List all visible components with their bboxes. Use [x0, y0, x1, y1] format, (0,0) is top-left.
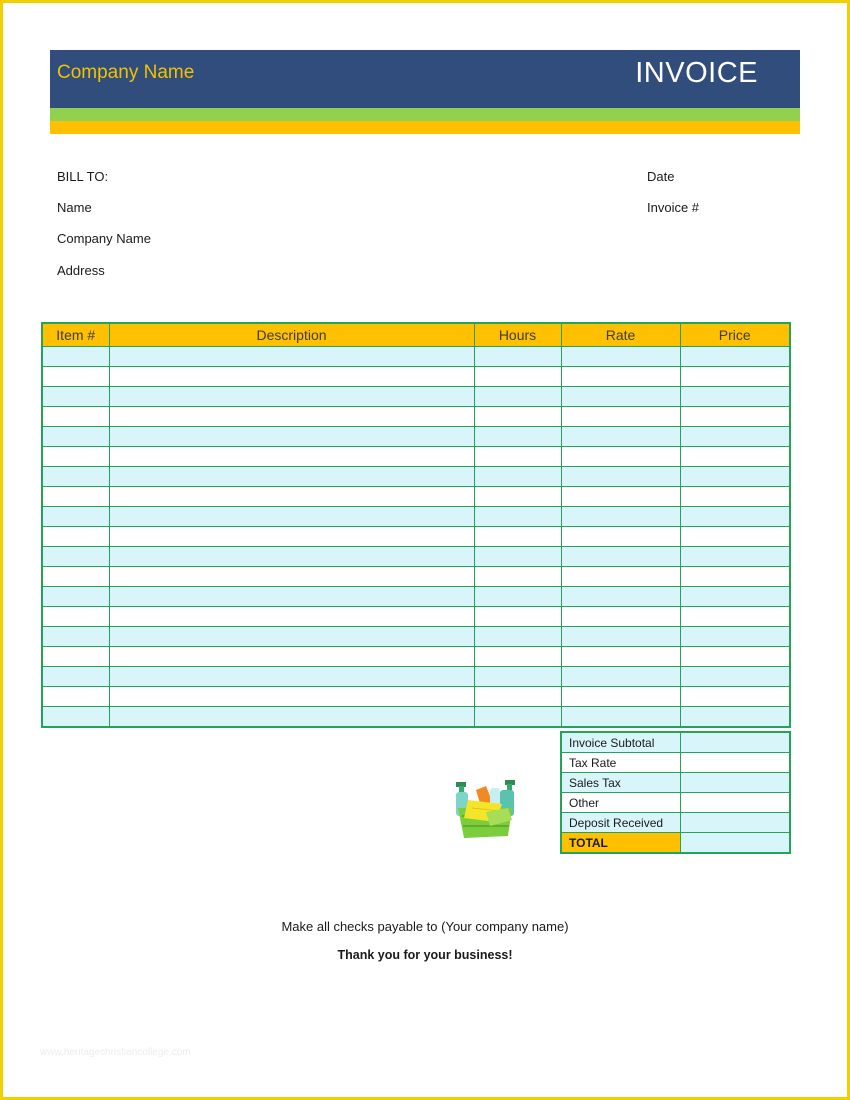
- item-cell[interactable]: [42, 407, 109, 427]
- invoice-number-label: Invoice #: [647, 200, 700, 215]
- item-cell[interactable]: [42, 627, 109, 647]
- item-cell[interactable]: [42, 687, 109, 707]
- description-cell[interactable]: [109, 387, 474, 407]
- totals-row: [561, 773, 790, 793]
- price-cell[interactable]: [680, 367, 790, 387]
- table-row: [42, 707, 790, 728]
- item-cell[interactable]: [42, 707, 109, 728]
- item-cell[interactable]: [42, 607, 109, 627]
- item-cell[interactable]: [42, 647, 109, 667]
- bill-to-label: BILL TO:: [57, 169, 109, 184]
- column-header-hours: Hours: [474, 323, 561, 347]
- column-header-item: Item #: [42, 323, 109, 347]
- invoice-header: [50, 50, 800, 108]
- table-row: [42, 447, 790, 467]
- description-cell[interactable]: [109, 667, 474, 687]
- price-cell[interactable]: [680, 527, 790, 547]
- hours-cell[interactable]: [474, 447, 561, 467]
- hours-cell[interactable]: [474, 487, 561, 507]
- other-value[interactable]: [680, 793, 790, 813]
- rate-cell[interactable]: [561, 427, 680, 447]
- description-cell[interactable]: [109, 427, 474, 447]
- item-cell[interactable]: [42, 587, 109, 607]
- column-header-rate: Rate: [561, 323, 680, 347]
- hours-cell[interactable]: [474, 527, 561, 547]
- item-cell[interactable]: [42, 467, 109, 487]
- column-header-price: Price: [680, 323, 790, 347]
- price-cell[interactable]: [680, 707, 790, 728]
- description-cell[interactable]: [109, 587, 474, 607]
- hours-cell[interactable]: [474, 707, 561, 728]
- table-header-row: [42, 323, 790, 347]
- item-cell[interactable]: [42, 427, 109, 447]
- rate-cell[interactable]: [561, 587, 680, 607]
- bill-to-address[interactable]: Address: [57, 263, 105, 278]
- description-cell[interactable]: [109, 407, 474, 427]
- table-row: [42, 567, 790, 587]
- price-cell[interactable]: [680, 487, 790, 507]
- description-cell[interactable]: [109, 547, 474, 567]
- total-value[interactable]: [680, 833, 790, 854]
- description-cell[interactable]: [109, 507, 474, 527]
- table-row: [42, 427, 790, 447]
- description-cell[interactable]: [109, 627, 474, 647]
- description-cell[interactable]: [109, 647, 474, 667]
- item-cell[interactable]: [42, 347, 109, 367]
- table-row: [42, 587, 790, 607]
- other-label: Other: [561, 793, 680, 813]
- bill-to-company[interactable]: Company Name: [57, 231, 151, 246]
- item-cell[interactable]: [42, 387, 109, 407]
- price-cell[interactable]: [680, 687, 790, 707]
- hours-cell[interactable]: [474, 627, 561, 647]
- hours-cell[interactable]: [474, 607, 561, 627]
- price-cell[interactable]: [680, 587, 790, 607]
- total-label: TOTAL: [561, 833, 680, 854]
- company-name-title: Company Name: [57, 62, 195, 83]
- subtotal-label: Invoice Subtotal: [561, 732, 680, 753]
- price-cell[interactable]: [680, 347, 790, 367]
- deposit-received-label: Deposit Received: [561, 813, 680, 833]
- price-cell[interactable]: [680, 447, 790, 467]
- description-cell[interactable]: [109, 607, 474, 627]
- hours-cell[interactable]: [474, 347, 561, 367]
- price-cell[interactable]: [680, 627, 790, 647]
- date-label: Date: [647, 169, 675, 184]
- thank-you-note: Thank you for your business!: [337, 948, 513, 962]
- rate-cell[interactable]: [561, 667, 680, 687]
- rate-cell[interactable]: [561, 607, 680, 627]
- deposit-received-value[interactable]: [680, 813, 790, 833]
- table-row: [42, 667, 790, 687]
- rate-cell[interactable]: [561, 687, 680, 707]
- price-cell[interactable]: [680, 387, 790, 407]
- subtotal-value[interactable]: [680, 732, 790, 753]
- rate-cell[interactable]: [561, 507, 680, 527]
- table-row: [42, 487, 790, 507]
- line-items-body: [42, 347, 790, 728]
- invoice-title: INVOICE: [635, 57, 758, 89]
- table-row: [42, 627, 790, 647]
- description-cell[interactable]: [109, 487, 474, 507]
- price-cell[interactable]: [680, 647, 790, 667]
- rate-cell[interactable]: [561, 487, 680, 507]
- item-cell[interactable]: [42, 507, 109, 527]
- item-cell[interactable]: [42, 667, 109, 687]
- hours-cell[interactable]: [474, 667, 561, 687]
- table-row: [42, 687, 790, 707]
- sales-tax-label: Sales Tax: [561, 773, 680, 793]
- watermark-text: www.heritagechristiancollege.com: [40, 1047, 191, 1058]
- rate-cell[interactable]: [561, 367, 680, 387]
- price-cell[interactable]: [680, 607, 790, 627]
- rate-cell[interactable]: [561, 707, 680, 728]
- total-row: [561, 833, 790, 854]
- rate-cell[interactable]: [561, 547, 680, 567]
- hours-cell[interactable]: [474, 547, 561, 567]
- rate-cell[interactable]: [561, 627, 680, 647]
- cleaning-basket-icon: [450, 778, 520, 844]
- table-row: [42, 607, 790, 627]
- rate-cell[interactable]: [561, 467, 680, 487]
- table-row: [42, 407, 790, 427]
- table-row: [42, 467, 790, 487]
- rate-cell[interactable]: [561, 647, 680, 667]
- item-cell[interactable]: [42, 487, 109, 507]
- price-cell[interactable]: [680, 407, 790, 427]
- item-cell[interactable]: [42, 527, 109, 547]
- bill-to-name[interactable]: Name: [57, 200, 92, 215]
- sales-tax-value[interactable]: [680, 773, 790, 793]
- description-cell[interactable]: [109, 347, 474, 367]
- rate-cell[interactable]: [561, 407, 680, 427]
- rate-cell[interactable]: [561, 527, 680, 547]
- totals-row: [561, 813, 790, 833]
- rate-cell[interactable]: [561, 387, 680, 407]
- hours-cell[interactable]: [474, 367, 561, 387]
- item-cell[interactable]: [42, 567, 109, 587]
- hours-cell[interactable]: [474, 567, 561, 587]
- price-cell[interactable]: [680, 567, 790, 587]
- hours-cell[interactable]: [474, 387, 561, 407]
- price-cell[interactable]: [680, 547, 790, 567]
- table-row: [42, 547, 790, 567]
- rate-cell[interactable]: [561, 347, 680, 367]
- price-cell[interactable]: [680, 507, 790, 527]
- table-row: [42, 347, 790, 367]
- payable-to-note: Make all checks payable to (Your company name): [281, 919, 569, 934]
- totals-row: [561, 753, 790, 773]
- totals-row: [561, 793, 790, 813]
- hours-cell[interactable]: [474, 467, 561, 487]
- description-cell[interactable]: [109, 467, 474, 487]
- hours-cell[interactable]: [474, 507, 561, 527]
- description-cell[interactable]: [109, 707, 474, 728]
- totals-row: [561, 732, 790, 753]
- item-cell[interactable]: [42, 367, 109, 387]
- description-cell[interactable]: [109, 527, 474, 547]
- description-cell[interactable]: [109, 367, 474, 387]
- table-row: [42, 507, 790, 527]
- tax-rate-value[interactable]: [680, 753, 790, 773]
- hours-cell[interactable]: [474, 647, 561, 667]
- price-cell[interactable]: [680, 667, 790, 687]
- hours-cell[interactable]: [474, 687, 561, 707]
- hours-cell[interactable]: [474, 407, 561, 427]
- tax-rate-label: Tax Rate: [561, 753, 680, 773]
- column-header-description: Description: [109, 323, 474, 347]
- hours-cell[interactable]: [474, 587, 561, 607]
- table-row: [42, 647, 790, 667]
- totals-table: [560, 731, 791, 854]
- table-row: [42, 387, 790, 407]
- table-row: [42, 367, 790, 387]
- header-stripe-yellow: [50, 121, 800, 134]
- item-cell[interactable]: [42, 547, 109, 567]
- rate-cell[interactable]: [561, 567, 680, 587]
- hours-cell[interactable]: [474, 427, 561, 447]
- rate-cell[interactable]: [561, 447, 680, 467]
- description-cell[interactable]: [109, 687, 474, 707]
- description-cell[interactable]: [109, 447, 474, 467]
- price-cell[interactable]: [680, 427, 790, 447]
- price-cell[interactable]: [680, 467, 790, 487]
- header-stripe-green: [50, 108, 800, 121]
- line-items-table: [41, 322, 791, 728]
- item-cell[interactable]: [42, 447, 109, 467]
- description-cell[interactable]: [109, 567, 474, 587]
- table-row: [42, 527, 790, 547]
